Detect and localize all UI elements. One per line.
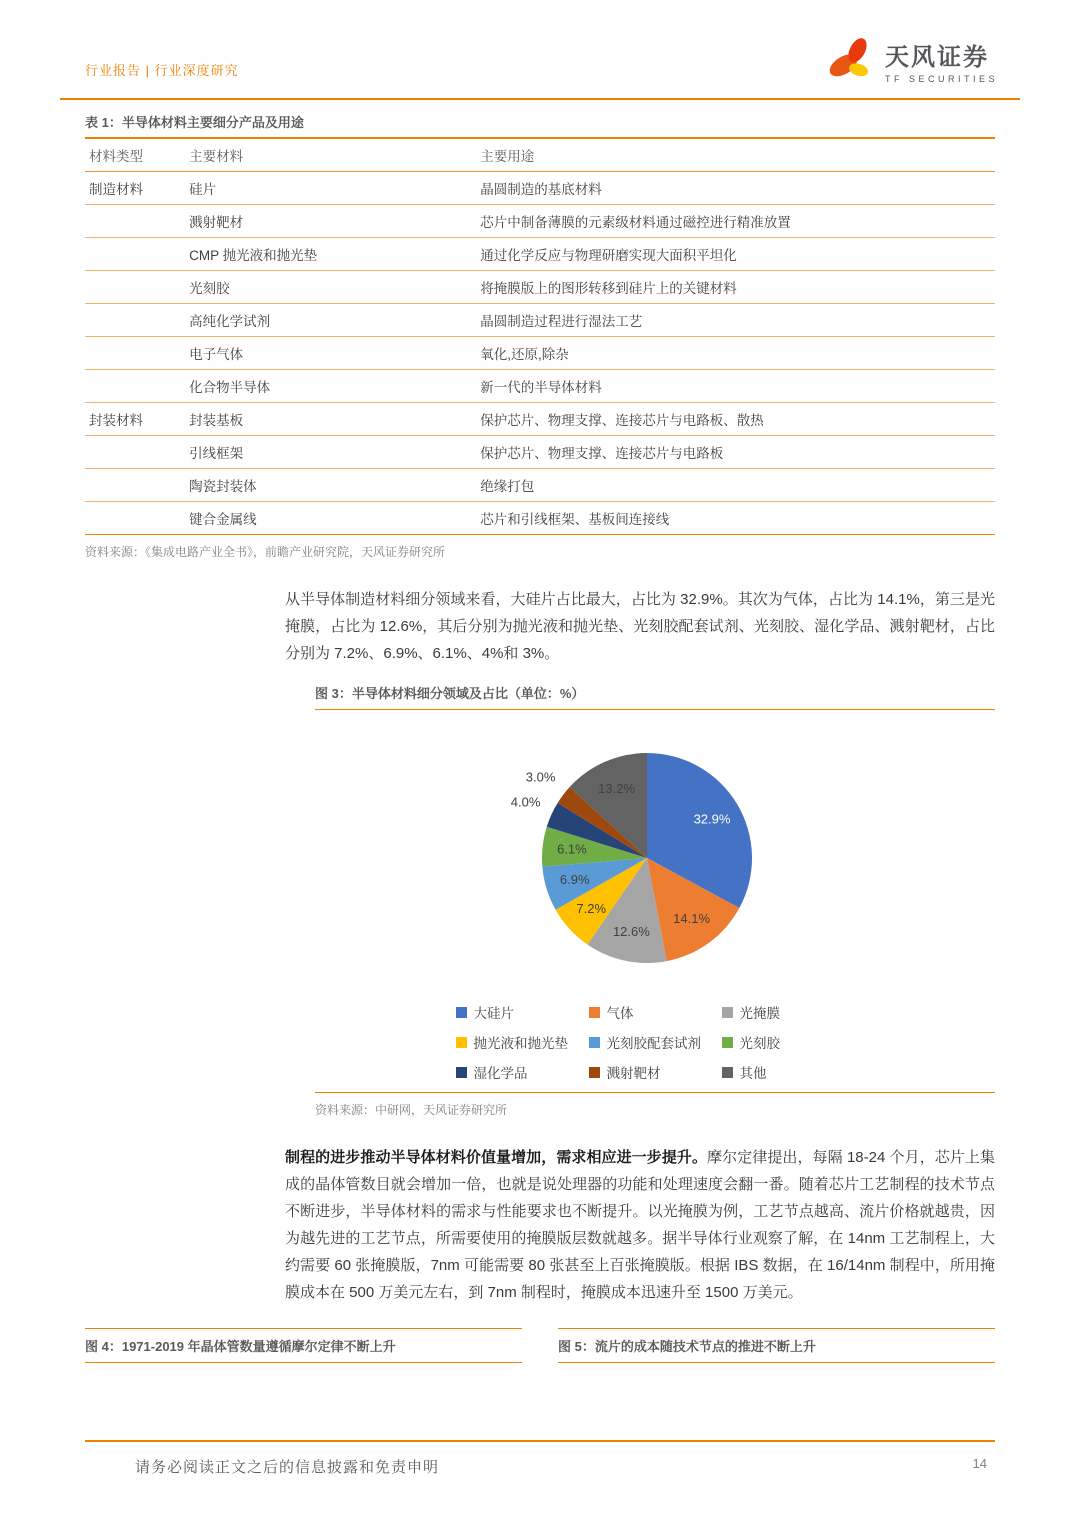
- table-row: [85, 172, 995, 205]
- table-header-row: [85, 138, 995, 172]
- col-header-material-type: 材料类型: [85, 138, 185, 172]
- cell-main-usage: 氧化,还原,除杂: [476, 337, 995, 370]
- table-row: [85, 271, 995, 304]
- cell-main-usage: 芯片中制备薄膜的元素级材料通过磁控进行精准放置: [476, 205, 995, 238]
- table-row: [85, 337, 995, 370]
- cell-main-material: 硅片: [185, 172, 476, 205]
- pie-legend: [456, 1002, 855, 1082]
- cell-material-type: 制造材料: [85, 172, 185, 205]
- breadcrumb: 行业报告 | 行业深度研究: [85, 63, 239, 78]
- legend-item-2: [722, 1002, 855, 1022]
- legend-swatch-icon: [722, 1067, 733, 1078]
- legend-item-8: [722, 1062, 855, 1082]
- cell-main-material: 引线框架: [185, 436, 476, 469]
- cell-material-type: [85, 502, 185, 535]
- legend-item-0: [456, 1002, 589, 1022]
- brand-name-en: TF SECURITIES: [884, 73, 998, 84]
- legend-label: 抛光液和抛光垫: [473, 1036, 568, 1051]
- legend-item-4: [589, 1032, 722, 1052]
- cell-material-type: [85, 238, 185, 271]
- cell-main-material: 电子气体: [185, 337, 476, 370]
- figure5-title: 图 5：流片的成本随技术节点的推进不断上升: [558, 1328, 995, 1363]
- cell-material-type: [85, 205, 185, 238]
- pie-label-1: 14.1%: [673, 911, 711, 926]
- cell-main-material: CMP 抛光液和抛光垫: [185, 238, 476, 271]
- legend-swatch-icon: [722, 1037, 733, 1048]
- col-header-main-usage: 主要用途: [476, 138, 995, 172]
- pie-chart-area: [315, 718, 995, 1082]
- cell-main-material: 高纯化学试剂: [185, 304, 476, 337]
- cell-main-usage: 将掩膜版上的图形转移到硅片上的关键材料: [476, 271, 995, 304]
- legend-swatch-icon: [456, 1067, 467, 1078]
- cell-main-usage: 保护芯片、物理支撑、连接芯片与电路板、散热: [476, 403, 995, 436]
- table-row: [85, 403, 995, 436]
- table-row: [85, 469, 995, 502]
- brand-text: [885, 37, 998, 84]
- brand-name-cn: 天风证券: [884, 43, 989, 71]
- figure4-title: 图 4：1971-2019 年晶体管数量遵循摩尔定律不断上升: [85, 1328, 522, 1363]
- pie-label-0: 32.9%: [693, 811, 731, 827]
- paragraph-share-overview: 从半导体制造材料细分领域来看，大硅片占比最大，占比为 32.9%。其次为气体，占比为 14.1%，第三是光掩膜，占比为 12.6%，其后分别为抛光液和抛光垫、光刻胶配套试剂、光刻胶、湿化学品、溅射靶材，占比分别为 7.2%、6.9%、6.1%、4%和 3%。: [285, 591, 995, 662]
- legend-label: 气体: [606, 1006, 634, 1021]
- pie-label-7: 3.0%: [525, 769, 556, 785]
- cell-main-material: 封装基板: [185, 403, 476, 436]
- pie-label-2: 12.6%: [612, 924, 650, 939]
- tf-securities-logo: [825, 34, 998, 86]
- page-footer: [0, 1440, 1080, 1527]
- legend-item-1: [589, 1002, 722, 1022]
- legend-swatch-icon: [722, 1007, 733, 1018]
- table-row: [85, 205, 995, 238]
- figure3-divider: [315, 1092, 995, 1093]
- legend-swatch-icon: [456, 1037, 467, 1048]
- pie-label-5: 6.1%: [557, 841, 587, 857]
- legend-swatch-icon: [589, 1037, 600, 1048]
- cell-main-usage: 保护芯片、物理支撑、连接芯片与电路板: [476, 436, 995, 469]
- cell-main-usage: 通过化学反应与物理研磨实现大面积平坦化: [476, 238, 995, 271]
- legend-label: 光掩膜: [739, 1006, 780, 1021]
- tf-securities-logo-icon: [825, 34, 877, 86]
- paragraph2-body: 摩尔定律提出，每隔 18-24 个月，芯片上集成的晶体管数目就会增加一倍，也就是说处理器的功能和处理速度会翻一番。随着芯片工艺制程的技术节点不断进步，半导体材料的需求与性能要求也不断提升。以光掩膜为例，工艺节点越高、流片价格就越贵，因为越先进的工艺节点，所需要使用的掩膜版层数就越多。据半导体行业观察了解，在 14nm 工艺制程上，大约需要 60 张掩膜版，7nm 可能需要 80 张甚至上百张掩膜版。根据 IBS 数据，在 16/14nm 制程中，所用掩膜成本在 500 万美元左右，到 7nm 制程时，掩膜成本迅速升至 1500 万美元。: [285, 1149, 995, 1301]
- paragraph2-bold-lead: 制程的进步推动半导体材料价值量增加，需求相应进一步提升。: [285, 1149, 708, 1166]
- table-row: [85, 436, 995, 469]
- legend-swatch-icon: [456, 1007, 467, 1018]
- cell-main-material: 化合物半导体: [185, 370, 476, 403]
- table-body: [85, 172, 995, 535]
- cell-main-usage: 晶圆制造过程进行湿法工艺: [476, 304, 995, 337]
- legend-item-7: [589, 1062, 722, 1082]
- table-row: [85, 502, 995, 535]
- cell-material-type: 封装材料: [85, 403, 185, 436]
- footer-disclaimer: 请务必阅读正文之后的信息披露和免责申明: [135, 1459, 440, 1476]
- cell-main-material: 键合金属线: [189, 512, 257, 527]
- legend-swatch-icon: [589, 1007, 600, 1018]
- legend-item-5: [722, 1032, 855, 1052]
- cell-material-type: [85, 469, 185, 502]
- table1-title: 表 1：半导体材料主要细分产品及用途: [85, 115, 304, 130]
- table-row: [85, 238, 995, 271]
- legend-label: 光刻胶配套试剂: [606, 1036, 701, 1051]
- legend-label: 湿化学品: [473, 1066, 528, 1081]
- cell-material-type: [85, 304, 185, 337]
- materials-table: [85, 137, 995, 535]
- legend-label: 大硅片: [473, 1006, 514, 1021]
- pie-label-3: 7.2%: [576, 901, 607, 917]
- legend-item-6: [456, 1062, 589, 1082]
- paragraph-process-progress: [285, 1144, 995, 1306]
- figure3-source: 资料来源：中研网，天风证券研究所: [315, 1103, 508, 1117]
- cell-material-type: [85, 337, 185, 370]
- cell-main-material: 溅射靶材: [185, 205, 476, 238]
- legend-item-3: [456, 1032, 589, 1052]
- cell-main-material: 光刻胶: [185, 271, 476, 304]
- pie-label-6: 4.0%: [510, 794, 541, 810]
- figure3-block: [315, 683, 995, 1118]
- table-row: [85, 370, 995, 403]
- page-header: [60, 0, 1020, 100]
- page-number: 14: [972, 1456, 987, 1471]
- legend-label: 其他: [739, 1066, 767, 1081]
- footer-divider: [85, 1440, 995, 1442]
- cell-main-usage: 绝缘打包: [476, 469, 995, 502]
- cell-main-usage: 芯片和引线框架、基板间连接线: [480, 512, 670, 527]
- legend-swatch-icon: [589, 1067, 600, 1078]
- cell-material-type: [85, 370, 185, 403]
- legend-label: 光刻胶: [739, 1036, 780, 1051]
- page-body: [0, 112, 1080, 1481]
- legend-label: 溅射靶材: [606, 1066, 661, 1081]
- cell-main-usage: 晶圆制造的基底材料: [476, 172, 995, 205]
- figure3-title: 图 3：半导体材料细分领域及占比（单位：%）: [315, 683, 995, 710]
- cell-material-type: [85, 436, 185, 469]
- cell-material-type: [85, 271, 185, 304]
- cell-main-usage: 新一代的半导体材料: [476, 370, 995, 403]
- table1-source: 资料来源：《集成电路产业全书》，前瞻产业研究院，天风证券研究所: [85, 545, 446, 559]
- col-header-main-material: 主要材料: [185, 138, 476, 172]
- pie-label-8: 13.2%: [598, 780, 635, 796]
- pie-chart: [315, 718, 995, 998]
- table-row: [85, 304, 995, 337]
- cell-main-material: 陶瓷封装体: [185, 469, 476, 502]
- pie-label-4: 6.9%: [559, 872, 590, 888]
